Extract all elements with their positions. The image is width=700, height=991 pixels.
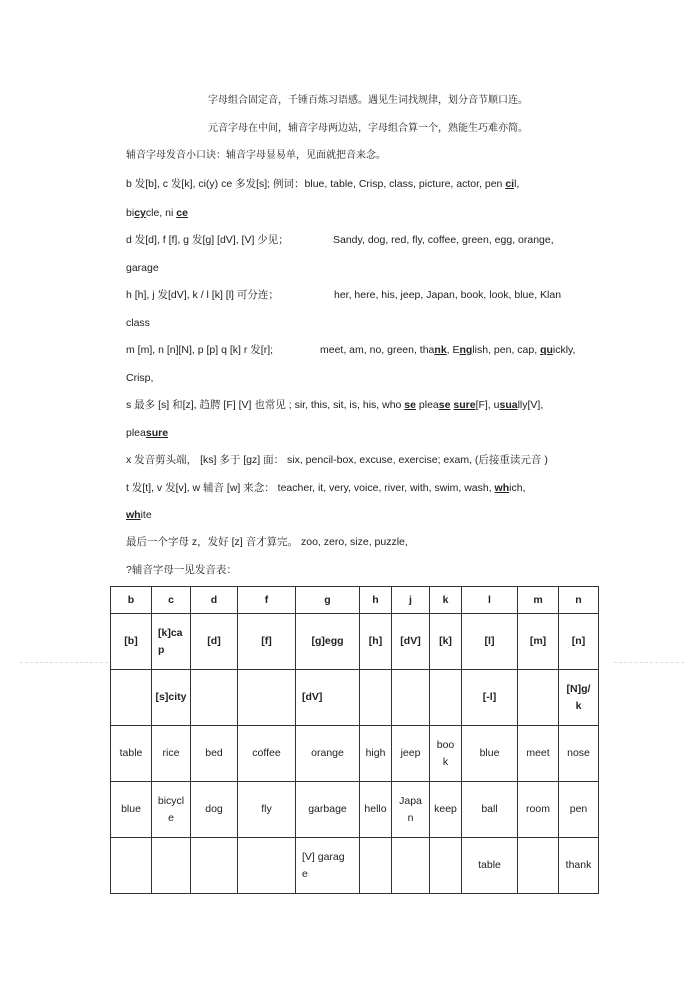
header-cell: d [191, 587, 238, 614]
rule-d-f-g-examples: Sandy, dog, red, fly, coffee, green, egg, orange, [333, 234, 554, 246]
underlined-ng: ng [459, 344, 473, 356]
intro-line-3: 辅音字母发音小口诀：辅音字母显易单，见面就把音来念。 [126, 150, 386, 161]
table-cell: [N]g/ k [559, 670, 599, 726]
ex-part-1: meet, am, no, green, tha [320, 344, 435, 356]
table-cell: [s]city [152, 670, 191, 726]
margin-dash-left [20, 662, 108, 663]
rule-t-v-w [126, 481, 525, 495]
rule-b-c [126, 177, 519, 191]
table-cell: ball [462, 782, 518, 838]
rule-s [126, 398, 543, 412]
header-cell: h [360, 587, 392, 614]
rule-x: x 发音剪头端， [ks] 多于 [gz] 面： six, pencil-box, excuse, exercise; exam, (后接重读元音 ) [126, 454, 548, 466]
underlined-qu: qu [540, 344, 553, 356]
table-cell [518, 838, 559, 894]
table-cell: hello [360, 782, 392, 838]
table-title: ?辅音字母一见发音表： [126, 564, 237, 576]
underlined-nk: nk [434, 344, 447, 356]
header-cell: l [462, 587, 518, 614]
table-cell [152, 838, 191, 894]
table-cell: rice [152, 726, 191, 782]
underlined-wh-2: wh [126, 509, 141, 521]
table-cell: table [462, 838, 518, 894]
table-cell: bicycl e [152, 782, 191, 838]
table-cell: [dV] [392, 614, 430, 670]
underlined-sure: sure [453, 399, 476, 411]
table-cell: [l] [462, 614, 518, 670]
header-cell: k [430, 587, 462, 614]
rule-s-text: s 最多 [s] 和[z], 趋腭 [F] [V] 也常见 ; sir, this, sit, is, his, who [126, 399, 405, 411]
rule-z: 最后一个字母 z，发好 [z] 音才算完。 zoo, zero, size, puzzle, [126, 536, 408, 548]
table-cell: Japa n [392, 782, 430, 838]
table-row [111, 838, 599, 894]
table-cell: high [360, 726, 392, 782]
rule-d-f-g-text: d 发[d], f [f], g 发[g] [dV], [V] 少见； [126, 234, 289, 246]
underlined-se-1: se [404, 399, 416, 411]
table-cell: jeep [392, 726, 430, 782]
table-cell: fly [238, 782, 296, 838]
rule-m-n-p-q-r-text: m [m], n [n][N], p [p] q [k] r 发[r]; [126, 344, 274, 356]
table-cell [430, 670, 462, 726]
table-cell [191, 838, 238, 894]
table-cell [360, 838, 392, 894]
underlined-ce: ce [176, 207, 188, 219]
underlined-wh-1: wh [494, 482, 510, 494]
rule-h-j-k-l [126, 288, 562, 302]
table-cell: bed [191, 726, 238, 782]
header-cell: g [296, 587, 360, 614]
table-cell: coffee [238, 726, 296, 782]
ex-part-4: ickly, [552, 344, 576, 356]
word-bi: bi [126, 207, 135, 219]
table-cell: thank [559, 838, 599, 894]
header-cell: f [238, 587, 296, 614]
table-cell [430, 838, 462, 894]
table-cell: table [111, 726, 152, 782]
table-cell: pen [559, 782, 599, 838]
underlined-se-2: se [438, 399, 451, 411]
rule-d-f-g-cont: garage [126, 262, 159, 274]
rule-b-c-cont [126, 206, 188, 220]
word-cle: cle, ni [145, 207, 177, 219]
table-row [111, 614, 599, 670]
rule-t-v-w-text: t 发[t], v 发[v], w 辅音 [w] 来念： teacher, it, very, voice, river, with, swim, wash, [126, 482, 495, 494]
rule-b-c-examples: blue, table, Crisp, class, picture, actor, pen [304, 178, 506, 190]
table-cell: orange [296, 726, 360, 782]
table-cell [238, 838, 296, 894]
table-cell: room [518, 782, 559, 838]
margin-dash-right [614, 662, 684, 663]
table-cell: keep [430, 782, 462, 838]
header-cell: j [392, 587, 430, 614]
ex-part-2: , E [446, 344, 460, 356]
rule-m-n-p-q-r [126, 343, 576, 357]
table-cell: [k] [430, 614, 462, 670]
table-cell: [b] [111, 614, 152, 670]
table-cell [392, 670, 430, 726]
rule-m-n-p-q-r-cont: Crisp, [126, 372, 154, 384]
underlined-cy: cy [134, 207, 146, 219]
table-cell [111, 838, 152, 894]
table-cell: [h] [360, 614, 392, 670]
rule-m-n-p-q-r-examples [320, 343, 575, 357]
table-cell: [g]egg [296, 614, 360, 670]
table-cell: [-l] [462, 670, 518, 726]
table-header-row [111, 587, 599, 614]
rule-d-f-g [126, 233, 554, 247]
rule-h-j-k-l-examples: her, here, his, jeep, Japan, book, look, blue, Klan [334, 289, 562, 301]
rule-b-c-l: l [514, 178, 517, 190]
table-cell [392, 838, 430, 894]
table-cell: nose [559, 726, 599, 782]
table-cell [518, 670, 559, 726]
intro-line-1: 字母组合固定音，千锤百炼习语感。遇见生词找规律，划分音节顺口连。 [208, 95, 528, 106]
table-cell: blue [111, 782, 152, 838]
header-cell: m [518, 587, 559, 614]
rule-s-cont [126, 426, 168, 440]
table-cell: meet [518, 726, 559, 782]
rule-h-j-k-l-cont: class [126, 317, 150, 329]
underlined-sua: sua [499, 399, 518, 411]
intro-line-2: 元音字母在中间，辅音字母两边站，字母组合算一个，熟能生巧难亦简。 [208, 123, 528, 134]
table-cell: [k]ca p [152, 614, 191, 670]
table-cell [238, 670, 296, 726]
table-cell [360, 670, 392, 726]
rule-s-fu: [F], u [475, 399, 500, 411]
table-cell: boo k [430, 726, 462, 782]
table-row [111, 726, 599, 782]
table-cell: [f] [238, 614, 296, 670]
rule-h-j-k-l-text: h [h], j 发[dV], k / l [k] [l] 可分连； [126, 289, 279, 301]
consonant-table [110, 586, 599, 894]
table-cell: [d] [191, 614, 238, 670]
table-cell: [m] [518, 614, 559, 670]
rule-b-c-text: b 发[b], c 发[k], ci(y) ce 多发[s]; 例词： [126, 178, 305, 190]
word-plea: plea [126, 427, 146, 439]
table-cell: [n] [559, 614, 599, 670]
table-cell [191, 670, 238, 726]
header-cell: n [559, 587, 599, 614]
table-cell: blue [462, 726, 518, 782]
table-cell: [V] garag e [296, 838, 360, 894]
table-cell: garbage [296, 782, 360, 838]
underlined-sure-2: sure [145, 427, 169, 439]
table-row [111, 670, 599, 726]
table-cell: [dV] [296, 670, 360, 726]
table-cell: dog [191, 782, 238, 838]
word-ite: ite [140, 509, 152, 521]
rule-s-plea: plea [415, 399, 439, 411]
rule-t-v-w-cont [126, 508, 152, 522]
table-row [111, 782, 599, 838]
rule-s-lly: lly[V], [517, 399, 544, 411]
word-ich: ich, [509, 482, 526, 494]
header-cell: c [152, 587, 191, 614]
rule-b-c-comma: , [516, 178, 520, 190]
underlined-ci: ci [505, 178, 515, 190]
ex-part-3: lish, pen, cap, [472, 344, 541, 356]
header-cell: b [111, 587, 152, 614]
table-cell [111, 670, 152, 726]
